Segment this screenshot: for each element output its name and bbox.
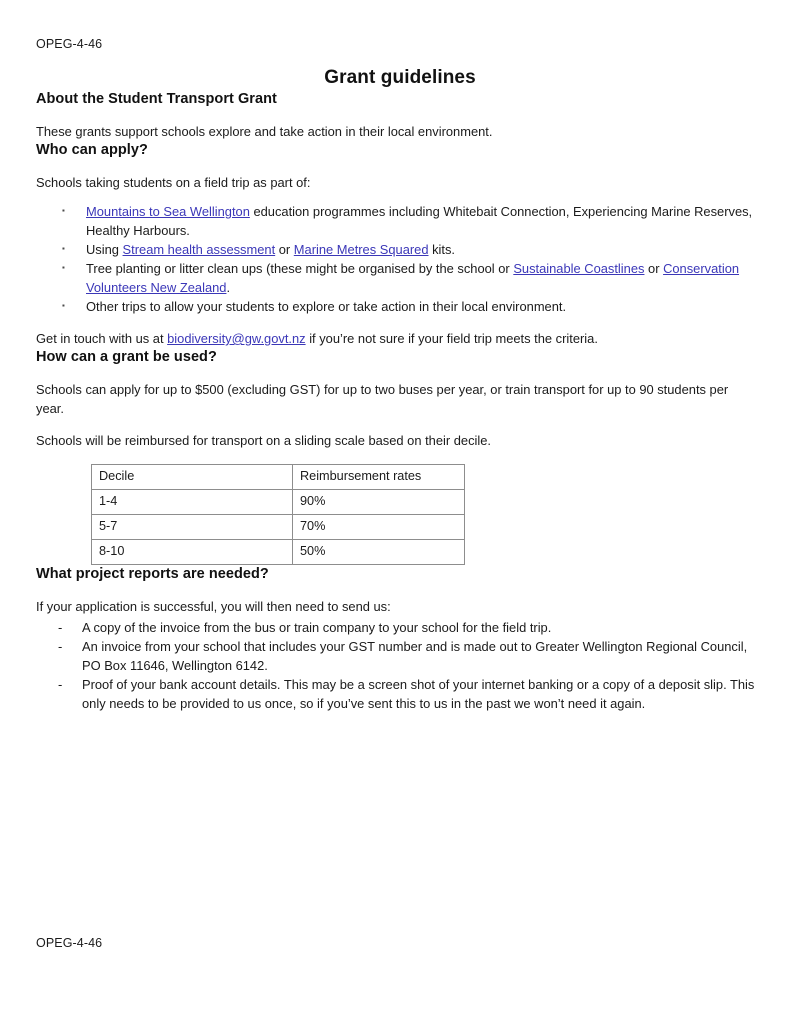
inline-text: Other trips to allow your students to explore or take action in their local environment. <box>86 299 567 314</box>
inline-link[interactable]: Mountains to Sea Wellington <box>86 204 250 219</box>
inline-link[interactable]: Conservation Volunteers New Zealand <box>86 261 740 295</box>
table-header-row <box>92 465 465 490</box>
footer-document-code: OPEG-4-46 <box>36 936 103 950</box>
about-paragraph: These grants support schools explore and take action in their local environment. <box>36 124 493 139</box>
inline-link[interactable]: Stream health assessment <box>122 242 276 257</box>
inline-text: Tree planting or litter clean ups (these might be organised by the school or <box>86 261 514 276</box>
section-heading-who-can-apply: Who can apply? <box>36 142 148 158</box>
list-item <box>36 240 764 259</box>
column-header-decile: Decile <box>92 465 293 490</box>
inline-text: or <box>644 261 664 276</box>
list-item <box>36 259 764 297</box>
table-row <box>92 515 465 540</box>
cell-rate: 50% <box>293 540 465 565</box>
section-heading-about: About the Student Transport Grant <box>36 91 277 107</box>
list-item: - An invoice from your school that includes your GST number and is made out to Greater Wellington Regional Council, PO Box 11646, Wellington 6142. <box>36 637 764 675</box>
inline-text: kits. <box>428 242 455 257</box>
list-item: - A copy of the invoice from the bus or train company to your school for the field trip. <box>36 618 764 637</box>
inline-text: Using <box>86 242 123 257</box>
contact-text-after: if you’re not sure if your field trip meets the criteria. <box>305 331 598 346</box>
inline-text: . <box>226 280 231 295</box>
inline-link[interactable]: Marine Metres Squared <box>293 242 429 257</box>
list-item <box>36 297 764 316</box>
table-row <box>92 490 465 515</box>
column-header-reimbursement-rates: Reimbursement rates <box>293 465 465 490</box>
section-heading-how-can-a-grant-be-used: How can a grant be used? <box>36 349 217 365</box>
eligibility-list <box>36 202 764 316</box>
cell-decile: 8-10 <box>92 540 293 565</box>
page-title: Grant guidelines <box>324 67 476 88</box>
list-item: - Proof of your bank account details. This may be a screen shot of your internet banking or a copy of a deposit slip. This only needs to be provided to us once, so if you’ve sent this to us in the past we won’t need it again. <box>36 675 764 713</box>
reports-list <box>36 618 764 713</box>
reports-intro: If your application is successful, you will then need to send us: <box>36 599 391 614</box>
cell-rate: 70% <box>293 515 465 540</box>
cell-decile: 5-7 <box>92 515 293 540</box>
reimbursement-paragraph: Schools will be reimbursed for transport on a sliding scale based on their decile. <box>36 433 491 448</box>
inline-text: or <box>275 242 294 257</box>
cell-decile: 1-4 <box>92 490 293 515</box>
who-can-apply-intro: Schools taking students on a field trip as part of: <box>36 175 311 190</box>
biodiversity-email-link[interactable]: biodiversity@gw.govt.nz <box>167 331 306 346</box>
list-item <box>36 202 764 240</box>
header-document-code: OPEG-4-46 <box>36 37 103 51</box>
inline-text: education programmes including Whitebait Connection, Experiencing Marine Reserves, Healthy Harbours. <box>86 204 753 238</box>
contact-text-before: Get in touch with us at <box>36 331 168 346</box>
section-heading-what-project-reports-are-needed: What project reports are needed? <box>36 566 269 582</box>
inline-link[interactable]: Sustainable Coastlines <box>513 261 645 276</box>
table-row <box>92 540 465 565</box>
cell-rate: 90% <box>293 490 465 515</box>
contact-paragraph <box>36 329 758 348</box>
grant-amount-paragraph: Schools can apply for up to $500 (excluding GST) for up to two buses per year, or train transport for up to 90 students per year. <box>36 382 729 416</box>
reimbursement-rates-table <box>91 464 465 565</box>
